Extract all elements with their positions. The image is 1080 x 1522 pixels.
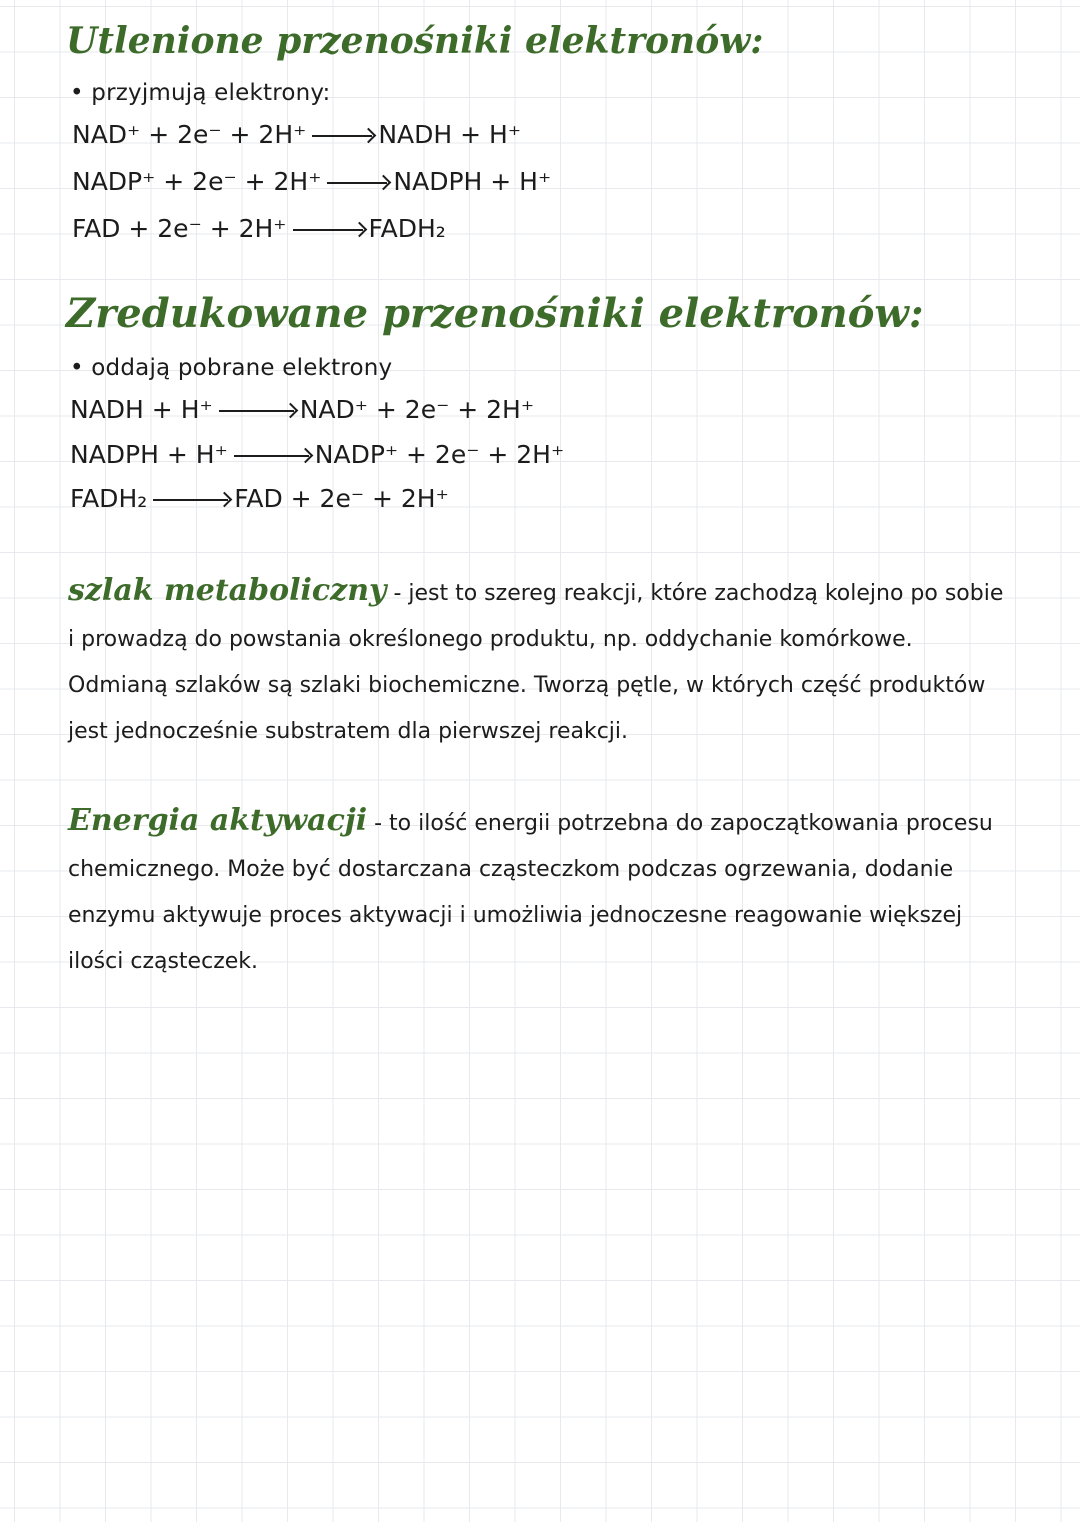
definition-line [68, 568, 1003, 617]
definition-line: chemicznego. Może być dostarczana cząsteczkom podczas ogrzewania, dodanie [68, 857, 954, 882]
equation-lhs: FAD + 2e⁻ + 2H⁺ [72, 214, 287, 243]
definition-line: jest jednocześnie substratem dla pierwszej reakcji. [68, 719, 629, 744]
reaction-arrow-icon [234, 455, 309, 457]
reaction-arrow-icon [293, 229, 363, 231]
heading-reduced-carriers: Zredukowane przenośniki elektronów: [66, 290, 924, 337]
equation-rhs: NADP⁺ + 2e⁻ + 2H⁺ [314, 440, 565, 469]
equation-rhs: FAD + 2e⁻ + 2H⁺ [234, 484, 449, 513]
heading-oxidized-carriers: Utlenione przenośniki elektronów: [66, 20, 764, 62]
equation-rhs: NADH + H⁺ [378, 120, 522, 149]
definition-activation-energy [68, 798, 993, 985]
equation-lhs: NADPH + H⁺ [70, 440, 228, 469]
definition-line: i prowadzą do powstania określonego produktu, np. oddychanie komórkowe. [68, 627, 913, 652]
definition-text: - jest to szereg reakcji, które zachodzą kolejno po sobie [386, 581, 1004, 606]
reaction-arrow-icon [153, 499, 228, 501]
equation-row [70, 440, 564, 469]
equation-row [72, 120, 521, 149]
equation-rhs: NADPH + H⁺ [393, 167, 552, 196]
definition-term: szlak metaboliczny [68, 573, 387, 608]
definition-term: Energia aktywacji [68, 803, 368, 838]
equation-row [70, 484, 449, 513]
bullet-accept-electrons: • przyjmują elektrony: [70, 80, 331, 106]
equation-row [72, 214, 446, 243]
equation-lhs: NADH + H⁺ [70, 395, 213, 424]
definition-line: ilości cząsteczek. [68, 949, 259, 974]
reaction-arrow-icon [327, 182, 387, 184]
definition-line: Odmianą szlaków są szlaki biochemiczne. Tworzą pętle, w których część produktów [68, 673, 986, 698]
equation-row [72, 167, 551, 196]
equation-rhs: FADH₂ [368, 214, 446, 243]
equation-row [70, 395, 534, 424]
reaction-arrow-icon [219, 410, 294, 412]
definition-line [68, 798, 993, 847]
definition-line: enzymu aktywuje proces aktywacji i umożliwia jednoczesne reagowanie większej [68, 903, 963, 928]
equation-lhs: NAD⁺ + 2e⁻ + 2H⁺ [72, 120, 307, 149]
definition-metabolic-pathway [68, 568, 1003, 755]
equation-rhs: NAD⁺ + 2e⁻ + 2H⁺ [299, 395, 535, 424]
reaction-arrow-icon [312, 135, 372, 137]
equation-lhs: NADP⁺ + 2e⁻ + 2H⁺ [72, 167, 322, 196]
equation-lhs: FADH₂ [70, 484, 148, 513]
definition-text: - to ilość energii potrzebna do zapoczątkowania procesu [367, 811, 993, 836]
bullet-give-electrons: • oddają pobrane elektrony [70, 355, 393, 381]
